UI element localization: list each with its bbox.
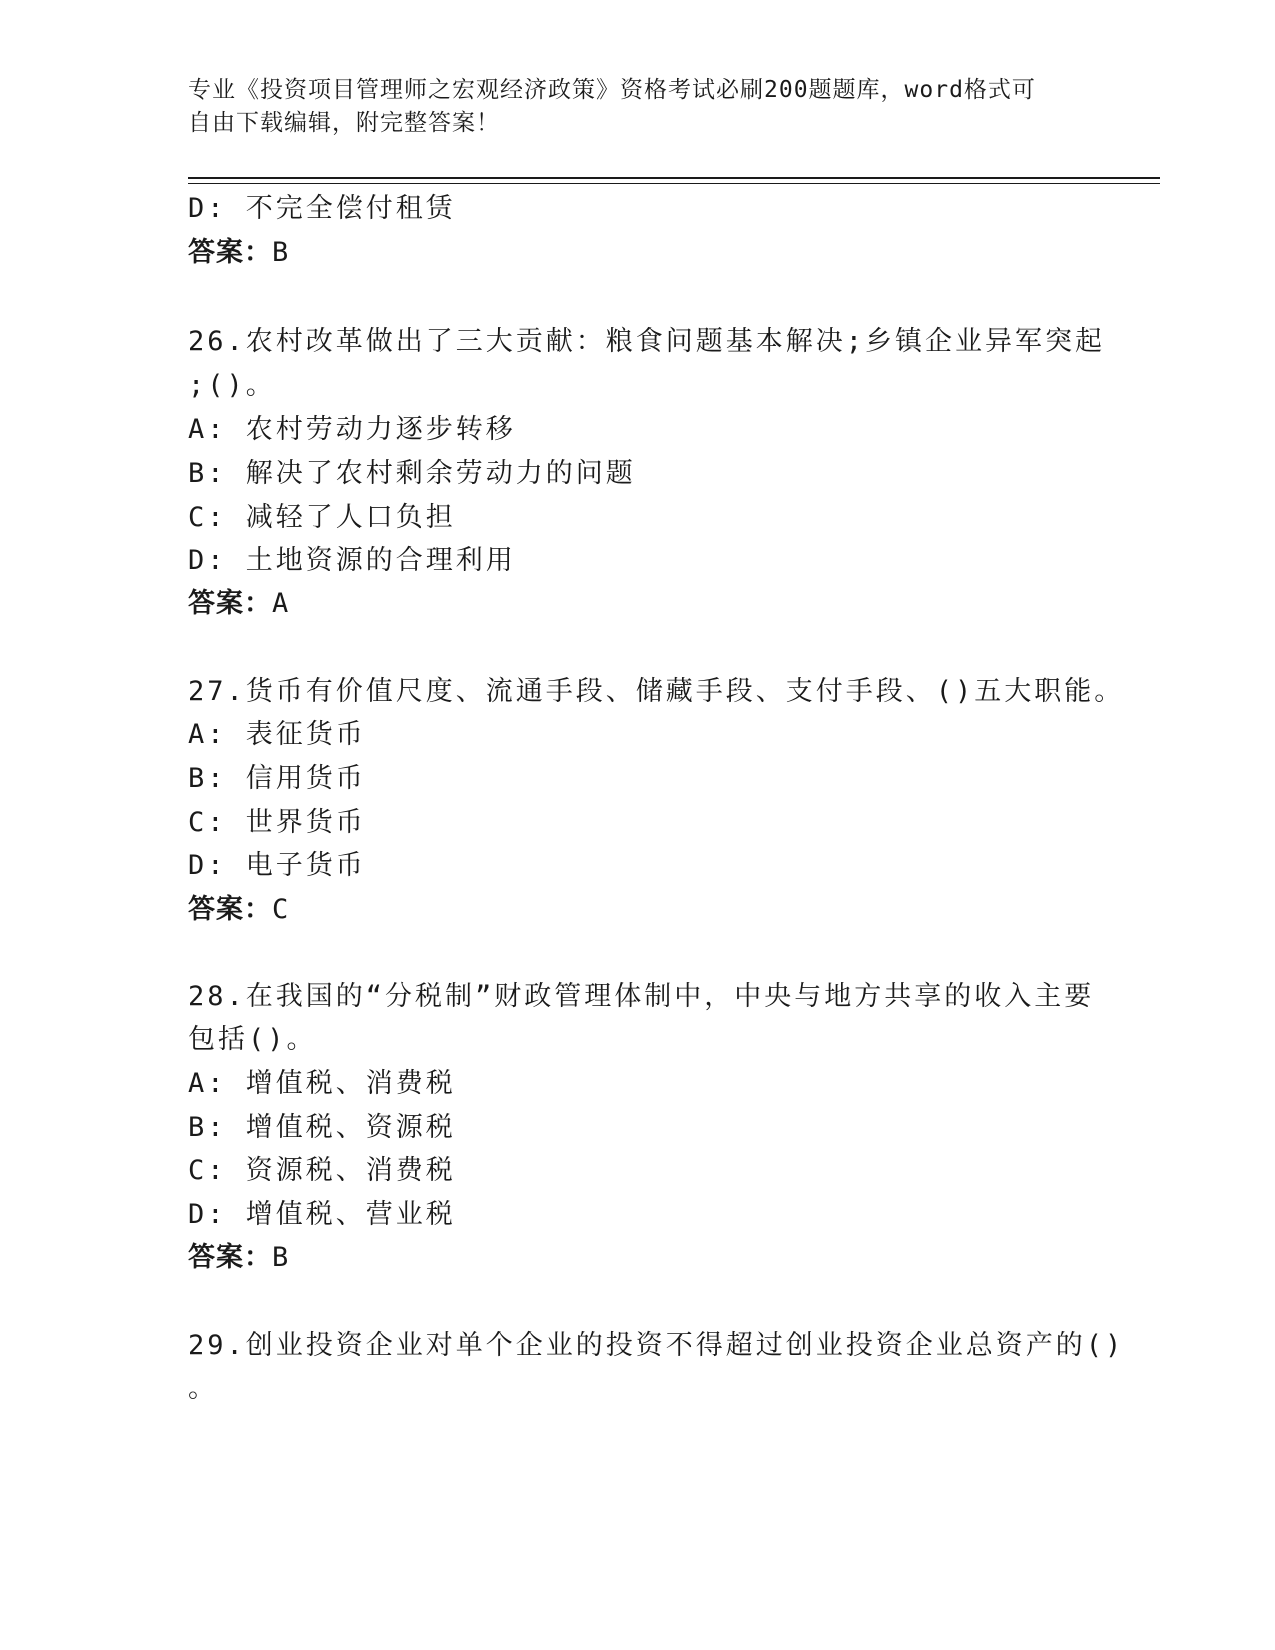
question-27-answer xyxy=(188,892,289,928)
prev-option-d: D: 不完全偿付租赁 xyxy=(188,193,456,224)
answer-value: A xyxy=(272,588,290,619)
question-26-answer xyxy=(188,586,289,622)
question-27-option-d: D: 电子货币 xyxy=(188,850,366,881)
answer-value: B xyxy=(272,237,290,268)
question-26-option-b: B: 解决了农村剩余劳动力的问题 xyxy=(188,458,636,489)
question-28-option-a: A: 增值税、消费税 xyxy=(188,1068,456,1099)
question-28-option-b: B: 增值税、资源税 xyxy=(188,1112,456,1143)
question-29-stem-line-2: 。 xyxy=(188,1373,218,1404)
header-line-1: 专业《投资项目管理师之宏观经济政策》资格考试必刷200题题库，word格式可 xyxy=(188,77,1036,103)
question-26-stem-line-1: 26.农村改革做出了三大贡献：粮食问题基本解决;乡镇企业异军突起 xyxy=(188,326,1106,357)
question-27-option-a: A: 表征货币 xyxy=(188,719,366,750)
question-28-option-c: C: 资源税、消费税 xyxy=(188,1155,456,1186)
answer-label: 答案： xyxy=(188,588,272,619)
answer-value: C xyxy=(272,894,290,925)
question-26-option-a: A: 农村劳动力逐步转移 xyxy=(188,414,516,445)
question-26-option-d: D: 土地资源的合理利用 xyxy=(188,545,516,576)
document-header xyxy=(188,74,1088,140)
prev-answer xyxy=(188,235,289,271)
question-28-answer xyxy=(188,1240,289,1276)
answer-label: 答案： xyxy=(188,894,272,925)
question-28-stem-line-2: 包括()。 xyxy=(188,1024,317,1055)
question-29-stem-line-1: 29.创业投资企业对单个企业的投资不得超过创业投资企业总资产的() xyxy=(188,1330,1125,1361)
question-28-option-d: D: 增值税、营业税 xyxy=(188,1199,456,1230)
question-27-option-b: B: 信用货币 xyxy=(188,763,366,794)
question-28-stem-line-1: 28.在我国的“分税制”财政管理体制中，中央与地方共享的收入主要 xyxy=(188,981,1095,1012)
question-26-stem-line-2: ;()。 xyxy=(188,370,276,401)
answer-value: B xyxy=(272,1242,290,1273)
answer-label: 答案： xyxy=(188,1242,272,1273)
question-26-option-c: C: 减轻了人口负担 xyxy=(188,502,456,533)
answer-label: 答案： xyxy=(188,237,272,268)
header-line-2: 自由下载编辑，附完整答案！ xyxy=(188,110,500,136)
header-divider-thick xyxy=(188,177,1160,179)
question-27-option-c: C: 世界货币 xyxy=(188,807,366,838)
header-divider-thin xyxy=(188,183,1160,184)
question-27-stem-line-1: 27.货币有价值尺度、流通手段、储藏手段、支付手段、()五大职能。 xyxy=(188,676,1125,707)
